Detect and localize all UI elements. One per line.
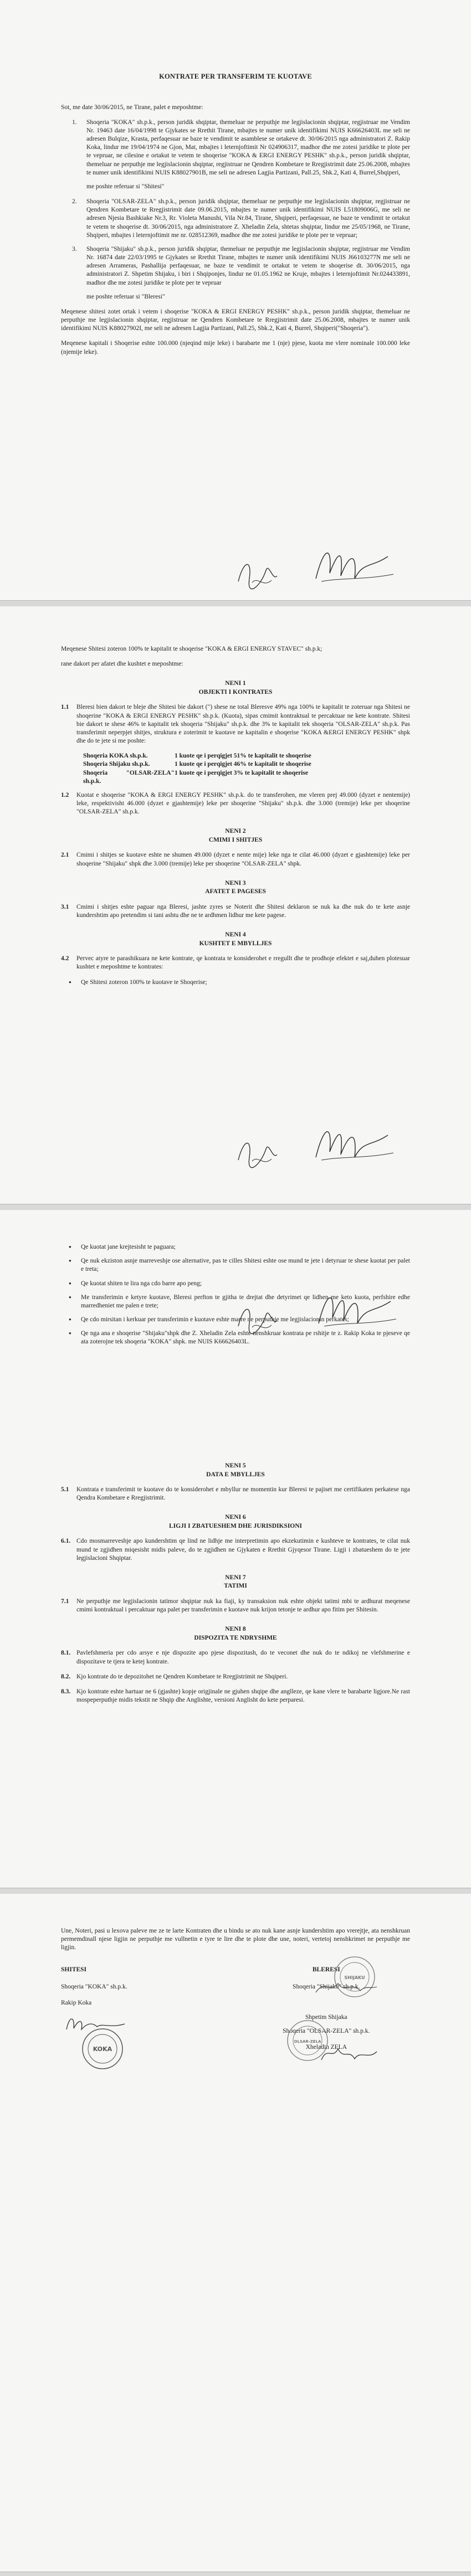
clause-text: Kuotat e shoqerise "KOKA & ERGI ENERGY PESHK" sh.p.k. do te transferohen, me vleren prej 49.000 (dyzet e nentemije) leke, respektivisht 46.000 (dyzet e gjashtemije) leke per shoqerine "Shijaku" sh.p.k. dhe 3.000 (tremije) leke per shoqerine "OLSAR-ZELA" sh.p.k.	[76, 791, 410, 816]
buyer-reference: me poshte referuar si "Bleresi"	[86, 293, 165, 300]
article-3-heading	[61, 879, 410, 897]
article-subtitle: AFATET E PAGESES	[205, 888, 266, 895]
article-subtitle: DISPOZITA TE NDRYSHME	[194, 1634, 277, 1641]
share-row	[83, 769, 410, 786]
agreement-paragraph: rane dakort per afatet dhe kushtet e meposhtme:	[61, 661, 183, 668]
share-holder: Shoqeria KOKA sh.p.k.	[83, 753, 148, 760]
article-subtitle: KUSHTET E MBYLLJES	[199, 940, 272, 947]
share-desc: 1 kuote qe i perqigjet 51% te kapitalit te shoqerise	[175, 753, 311, 760]
clause-number: 3.1	[61, 903, 69, 910]
article-7-heading	[61, 1574, 410, 1591]
clause-2-1	[61, 851, 410, 868]
clause-1-1	[61, 703, 410, 745]
seller-company: Shoqeria "KOKA" sh.p.k.	[61, 1983, 127, 1990]
clause-number: 4.2	[61, 955, 69, 962]
svg-text:KOKA: KOKA	[93, 2046, 112, 2053]
signature-initials-2	[310, 1119, 405, 1168]
page-4	[0, 1894, 471, 2572]
article-subtitle: CMIMI I SHITJES	[208, 836, 263, 843]
article-2-heading	[61, 827, 410, 844]
share-desc: 1 kuote qe i perqigjet 3% te kapitalit te shoqerise	[175, 769, 308, 776]
conditions-list	[66, 978, 410, 987]
list-item: ● Qe nuk ekziston asnje marreveshje ose alternative, pas te cilles Shitesi eshte ose mund te jete i detyruar te shese kuotat per palet e treta;	[66, 1257, 410, 1274]
clause-1-2	[61, 791, 410, 817]
svg-text:SHIJAKU: SHIJAKU	[344, 1975, 365, 1980]
clause-number: 1.1	[61, 704, 69, 711]
buyer-company-1: Shoqeria "Shijaku" sh.p.k.	[293, 1983, 360, 1990]
recital-paragraph-1: Meqenese shitesi zotet ortak i vetem i shoqerise "KOKA & ERGI ENERGY PESHK" sh.p.k., person juridik shqiptar, themeluar ne perputhje me legjislacionin shqiptar, regjistruar ne Qendren Kombetare te Rregjistrimit date 25.06.2008, mbajtes te numer unik identifikimi NUIS K88027902I, me seli ne adresen Lagjia Partizani, Pall.25, Shk.2, Kati 4, Burrel, Shqiperi("Shoqeria").	[61, 308, 410, 332]
article-subtitle: LIGJI I ZBATUESHEM DHE JURISDIKSIONI	[168, 1522, 303, 1529]
share-holder: Shoqeria Shijaku sh.p.k.	[83, 761, 150, 768]
party-number: 2.	[72, 198, 77, 205]
party-1	[72, 119, 410, 177]
parties-list-cont	[61, 198, 410, 287]
clause-number: 1.2	[61, 791, 69, 798]
clause-3-1	[61, 903, 410, 920]
clause-number: 6.1.	[61, 1538, 71, 1545]
clause-8-2	[61, 1673, 410, 1681]
svg-text:OLSAR-ZELA: OLSAR-ZELA	[294, 2039, 321, 2044]
party-text: Shoqeria "OLSAR-ZELA" sh.p.k., person juridik shqiptar, themeluar ne perputhje me legjislacionin shqiptar, regjistruar ne Qendren Kombetare te Rregjistrimit date 09.06.2015, mbajtes te numer unik identifikimi NUIS L51809006G, me seli ne adresen Njesia Bashkiake Nr.3, Rr. Violeta Manushi, Vila Nr.84, Tirane, Shqiperi, perfaqesuar, ne baze te vendimit te ortakut te vetem te shoqerise dt. 30/06/2015, nga administratore Z. Xheladin Zela, shtetas shqiptar, lindur me 25/05/1968, ne Tirane, Shqiperi, mbajtes i leternjoftimit me nr. 028512369, madhor dhe me zotesi juridike te plote per te vepruar;	[86, 198, 410, 239]
zela-signature	[319, 2043, 380, 2065]
article-8-heading	[61, 1625, 410, 1642]
recital-paragraph-3: Meqenese Shitesi zoteron 100% te kapitalit te shoqerise "KOKA & ERGI ENERGY STAVEC" sh.p.k;	[61, 646, 322, 652]
article-title: NENI 8	[225, 1626, 246, 1633]
article-4-heading	[61, 931, 410, 948]
clause-text: Cmimi i shitjes se kuotave eshte ne shumen 49.000 (dyzet e nente mije) leke nga te cilat 46.000 (dyzet e gjashtemije) leke per shoqerine "Shijaku" shpk dhe 3.000 (tremije) leke per shoqerine "OLSAR-ZELA" shpk.	[76, 852, 410, 867]
clause-8-3	[61, 1688, 410, 1704]
clause-text: Bleresi bien dakort te bleje dhe Shitesi bie dakort (") shese ne total Bleresve 49% nga 100% te kapitalit te zoteruar nga Shitesi ne shoqerine "KOKA & ERGI ENERGY PESHK" sh.p.k. (Kuota), sipas cmimit kontraktual te percaktuar ne kete kontrate. Shitesi bie dakort te shese 46% te kapitalit tek shoqeria "Shijaku" sh.p.k. dhe 3% te kapitalit tek shoqeria "OLSAR-ZELA" sh.p.k. Pas transferimit neperpjet shitjes, struktura e zoterimit te kuotave ne kapitalin e shoqerise "KOKA &ERGI ENERGY PESHK" shpk dhe do te jete si me poshte:	[76, 704, 410, 745]
clause-number: 8.2.	[61, 1673, 71, 1680]
signature-initials-2	[313, 1285, 407, 1335]
clause-text: Kjo kontrate eshte hartuar ne 6 (gjashte) kopje origjinale ne gjuhen shqipe dhe anglleze, qe kane vlere te barabarte ligjore.Ne rast mospeperputhje midis tekstit ne Shqip dhe Anglishte, versioni Anglisht do kete perparesi.	[76, 1688, 410, 1704]
share-structure	[83, 752, 410, 786]
buyer-company-2: Shoqeria "OLSAR-ZELA" sh.p.k.	[283, 2028, 370, 2035]
page-3-articles	[61, 1451, 410, 1711]
article-title: NENI 3	[225, 879, 246, 887]
share-desc: 1 kuote qe i perqigjet 46% te kapitalit te shoqerise	[175, 761, 311, 768]
page-2-content	[61, 645, 410, 992]
list-item: ● Qe cdo mirsitan i kerkuar per transferimin e kuotave eshte marre ne perputhje me legjislacionin perkates;	[66, 1316, 410, 1324]
clause-number: 8.3.	[61, 1688, 71, 1695]
article-5-heading	[61, 1462, 410, 1479]
list-item: ● Qe nga ana e shoqerise "Shijaku"shpk dhe Z. Xheladin Zela eshte nenshkruar kontrata pe rshitje te z. Rakip Koka te pjeseve qe ata zoterojne tek shoqeria "KOKA" shpk. me NUIS K66626403L.	[66, 1330, 410, 1346]
clause-8-1	[61, 1649, 410, 1666]
article-subtitle: OBJEKTI I KONTRATES	[198, 688, 273, 695]
article-title: NENI 7	[225, 1574, 246, 1581]
share-row	[83, 752, 410, 760]
article-1-heading	[61, 679, 410, 697]
signature-initials-2	[310, 540, 405, 590]
page-2	[0, 606, 471, 1204]
seller-name: Rakip Koka	[61, 1999, 92, 2006]
share-row	[83, 760, 410, 769]
share-holder: Shoqeria "OLSAR-ZELA" sh.p.k.	[83, 769, 175, 785]
page-1-content	[61, 72, 410, 363]
clause-text: Ne perputhje me legjislacionin tatimor shqiptar nuk ka fiaji, ky transaksion nuk eshte objekt tatimi mbi te ardhurat meqenese cmimi kontraktual i percaktuar nga palet per transferimin e kuotave nuk krijon tetonje te ardhur apo fitim per Shitesin.	[76, 1598, 410, 1614]
article-title: NENI 2	[225, 828, 246, 835]
clause-number: 2.1	[61, 852, 69, 859]
page-1	[0, 0, 471, 601]
party-number: 1.	[72, 119, 77, 126]
page-3	[0, 1210, 471, 1888]
document-title: KONTRATE PER TRANSFERIM TE KUOTAVE	[159, 73, 312, 80]
buyer-heading: BLERESI	[312, 1966, 340, 1973]
clause-text: Kontrata e transferimit te kuotave do te konsiderohet e mbyllur ne momentin kur Bleresi te pajiset me certifikaten perkatese nga Qendra Kombetare e Rregjistrimit.	[76, 1486, 410, 1502]
clause-text: Pervec atyre te parashikuara ne kete kontrate, qe kontrata te konsiderohet e rregullt dhe te prodhoje efektet e saj,duhen plotesuar kushtet e meposhtme te kontrates:	[76, 955, 410, 971]
seller-heading: SHITESI	[61, 1966, 87, 1973]
list-item: ● Me transferimin e ketyre kuotave, Bleresi perfton te gjitha te drejtat dhe detyrimet qe lidhen me keto kuota, perfshire edhe marredheniet me palen e trete;	[66, 1294, 410, 1310]
party-3	[72, 245, 410, 287]
clause-text: Pavlefshmeria per cdo arsye e nje dispozite apo pjese dispozitash, do te veconet dhe nuk do te ndikoj ne vlefshmerine e dispozitave te tjera te ketej kontrate.	[76, 1650, 410, 1665]
parties-list	[61, 119, 410, 177]
clause-text: Cmimi i shitjes eshte paguar nga Bleresi, jashte zyres se Noterit dhe Shitesi deklaron se nuk ka dhe nuk do te kete asnje kundershtim apo pretendim si tani ashtu dhe ne te ardhmen lidhur me kete pagese.	[76, 903, 410, 919]
clause-6-1	[61, 1537, 410, 1563]
list-item: ● Qe kuotat shiten te lira nga cdo barre apo peng;	[66, 1280, 410, 1288]
list-item: ● Qe kuotat jane krejtesisht te paguara;	[66, 1243, 410, 1251]
clause-text: Kjo kontrate do te depozitohet ne Qendren Kombetare te Rregjistrimit ne Shqiperi.	[76, 1673, 288, 1680]
article-subtitle: DATA E MBYLLJES	[206, 1471, 265, 1478]
clause-7-1	[61, 1598, 410, 1614]
notary-statement: Une, Noteri, pasi u lexova paleve me ze te larte Kontraten dhe u bindu se ato nuk kane asnje kundershtim apo vrerejtje, ata nenshkruan permemdinall njese ligjin ne perputhje me vullnetin e tyre te lire dhe te plote dhe une, noteri, vertetoj nenshkrimet ne perputhje me ligjin.	[61, 1928, 410, 1951]
recital-paragraph-2: Meqenese kapitali i Shoqerise eshte 100.000 (njeqind mije leke) i barabarte me 1 (nje) pjese, kuota me vlere nominale 100.000 leke (njemije leke).	[61, 340, 410, 356]
article-subtitle: TATIMI	[224, 1583, 247, 1590]
article-title: NENI 1	[225, 680, 246, 687]
clause-4-2	[61, 955, 410, 971]
article-title: NENI 4	[225, 931, 246, 939]
shijaku-signature	[313, 1977, 380, 1999]
article-6-heading	[61, 1513, 410, 1531]
party-text: Shoqeria "KOKA" sh.p.k., person juridik shqiptar, themeluar ne perputhje me legjislacionin shqiptar, regjistruar me Vendim Nr. 19463 date 16/04/1998 te Gjykates se Rrethit Tirane, mbajtes te numer unik identifikimi NUIS K66626403L me seli ne adresen Bulqize, Krasta, perfaqesuar ne baze te vendimit te asamblese se ortakeve dt. 30/06/2015 nga administratori Z. Rakip Koka, lindur me 19/04/1974 ne Gjon, Mat, mbajtes i leternjoftimit Nr 024906317, madhor dhe me zotesi juridike te plote per te vepruar, ne cilesine e ortakut te vetem te shoqerise "KOKA & ERGI ENERGY PESHK" sh.p.k., person juridik shqiptar, themeluar ne perputhje me legjislacionin shqiptar, regjistruar ne Qendren Kombetare te Rregjistrimit date 25.06.2008, mbajtes te numer unik identifikimi NUIS K88027901B, me seli ne adresen Lagjia Partizani, Pall.25, Shk.2, Kati 4, Burrel,Shqiperi,	[86, 119, 410, 176]
party-number: 3.	[72, 245, 77, 253]
buyer-name-1: Shpetim Shijaka	[305, 2013, 347, 2021]
koka-company-stamp	[80, 2027, 125, 2071]
seller-reference: me poshte referuar si "Shitesi"	[86, 183, 165, 190]
party-2	[72, 198, 410, 240]
clause-number: 8.1.	[61, 1650, 71, 1657]
clause-number: 7.1	[61, 1598, 69, 1605]
intro-paragraph: Sot, me date 30/06/2015, ne Tirane, palet e meposhtme:	[61, 104, 203, 111]
buyer-name-2: Xheladin ZELA	[305, 2044, 347, 2051]
article-title: NENI 6	[225, 1514, 246, 1521]
clause-text: Cdo mosmarreveshje apo kundershtim qe lind ne lidhje me interpretimin apo ekzekutimin e kushteve te kontrates, te cilat nuk mund te zgjidhen miqesisht midis paleve, do te zgjidhen ne Gjykaten e Rrethit Gjyqesor Tirane. Ligji i zbatueshem do te jete legjislacioni Shqiptar.	[76, 1538, 410, 1562]
party-text: Shoqeria "Shijaku" sh.p.k., person juridik shqiptar, themeluar ne perputhje me legjislacionin shqiptar, regjistruar me Vendim Nr. 16874 date 22/03/1995 te Gjykates se Rrethit Tirane, mbajtes te numer unik identifikimi NUIS J66103277N me seli ne adresen Arrameras, Pashallija perfaqesuar, ne baze te vendimit te ortakut te vetem te shoqerise dt. 30/06/2015, nga administratori Z. Shpetim Shijaku, i biri i Shqiponjes, lindur ne 01.05.1962 ne Kruje, mbajtes i leternjoftimit Nr.024433891, madhor dhe me zotesi juridike te plote per te vepruar	[86, 245, 410, 286]
list-item: ● Qe Shitesi zoteron 100% te kuotave te Shoqerise;	[66, 978, 410, 987]
clause-number: 5.1	[61, 1486, 69, 1493]
clause-5-1	[61, 1486, 410, 1502]
article-title: NENI 5	[225, 1462, 246, 1469]
